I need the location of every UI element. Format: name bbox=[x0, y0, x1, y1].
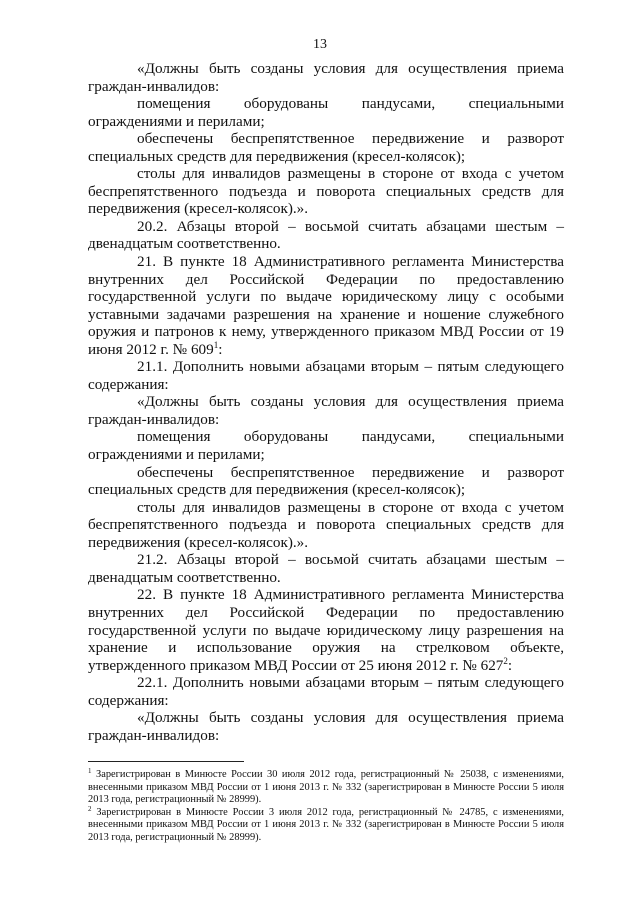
paragraph bbox=[88, 358, 564, 393]
paragraph bbox=[88, 674, 564, 709]
footnote-text: Зарегистрирован в Минюсте России 30 июля 2012 года, регистрационный № 25038, с изменениями, внесенными приказом МВД России от 1 июня 2013 г. № 332 (зарегистрирован в Минюсте России 5 июля 2013 года, регистрационный № 28999). bbox=[88, 769, 564, 806]
paragraph-text: 20.2. Абзацы второй – восьмой считать абзацами шестым – двенадцатым соответственно. bbox=[88, 217, 564, 253]
footnote-divider bbox=[88, 761, 244, 762]
footnote-text: Зарегистрирован в Минюсте России 3 июля 2012 года, регистрационный № 24785, с изменениями, внесенными приказом МВД России от 1 июня 2013 г. № 332 (зарегистрирован в Минюсте России 5 июля 2013 года, регистрационный № 28999). bbox=[88, 806, 564, 843]
footnotes bbox=[88, 769, 564, 845]
footnote-ref[interactable]: 1 bbox=[213, 339, 219, 350]
page-number: 13 bbox=[313, 37, 327, 52]
footnote-ref[interactable]: 2 bbox=[503, 655, 508, 666]
paragraph bbox=[88, 464, 564, 499]
paragraph bbox=[88, 499, 564, 552]
paragraph-text: 22. В пункте 18 Административного регламента Министерства внутренних дел Российской Федерации по предоставлению государственной услуги по выдаче юридическому лицу разрешения на хранение и использование оружия на стрелковом объекте, утвержденного приказом МВД России от 25 июня 2012 г. № 627 bbox=[88, 586, 564, 674]
paragraph bbox=[88, 551, 564, 586]
paragraph bbox=[88, 586, 564, 674]
paragraph-text: 21.1. Дополнить новыми абзацами вторым – пятым следующего содержания: bbox=[88, 358, 564, 393]
footnote bbox=[88, 804, 564, 845]
paragraph-text: «Должны быть созданы условия для осуществления приема граждан-инвалидов: bbox=[88, 60, 564, 95]
footnote-mark: 1 bbox=[88, 767, 92, 775]
paragraph-text: «Должны быть созданы условия для осуществления приема граждан-инвалидов: bbox=[88, 393, 564, 428]
paragraph-text: столы для инвалидов размещены в стороне от входа с учетом беспрепятственного подъезда и поворота специальных средств для передвижения (кресел-колясок).». bbox=[88, 498, 564, 551]
paragraph-text: помещения оборудованы пандусами, специальными ограждениями и перилами; bbox=[88, 428, 564, 464]
paragraph bbox=[88, 253, 564, 358]
paragraph bbox=[88, 428, 564, 463]
paragraph-text: обеспечены беспрепятственное передвижение и разворот специальных средств для передвижения (кресел-колясок); bbox=[88, 463, 564, 499]
paragraph-tail: : bbox=[218, 340, 223, 358]
body-text bbox=[88, 60, 564, 744]
footnote bbox=[88, 769, 564, 807]
paragraph bbox=[88, 60, 564, 95]
paragraph-tail: : bbox=[507, 656, 513, 674]
paragraph-text: обеспечены беспрепятственное передвижение и разворот специальных средств для передвижения (кресел-колясок); bbox=[88, 130, 564, 165]
paragraph bbox=[88, 218, 564, 253]
paragraph-text: 21. В пункте 18 Административного регламента Министерства внутренних дел Российской Федерации по предоставлению государственной услуги по выдаче юридическому лицу с особыми уставными задачами разрешения на хранение и ношение служебного оружия и патронов к нему, утвержденного приказом МВД России от 19 июня 2012 г. № 609 bbox=[88, 253, 564, 358]
paragraph-text: столы для инвалидов размещены в стороне от входа с учетом беспрепятственного подъезда и поворота специальных средств для передвижения (кресел-колясок).». bbox=[88, 165, 564, 218]
paragraph bbox=[88, 95, 564, 130]
paragraph bbox=[88, 130, 564, 165]
footnote-mark: 2 bbox=[88, 804, 92, 813]
paragraph-text: «Должны быть созданы условия для осуществления приема граждан-инвалидов: bbox=[88, 709, 564, 744]
paragraph bbox=[88, 165, 564, 218]
paragraph-text: 21.2. Абзацы второй – восьмой считать абзацами шестым – двенадцатым соответственно. bbox=[88, 551, 564, 586]
paragraph-text: помещения оборудованы пандусами, специальными ограждениями и перилами; bbox=[88, 95, 564, 130]
paragraph-text: 22.1. Дополнить новыми абзацами вторым – пятым следующего содержания: bbox=[88, 674, 564, 709]
paragraph bbox=[88, 393, 564, 428]
paragraph bbox=[88, 709, 564, 744]
